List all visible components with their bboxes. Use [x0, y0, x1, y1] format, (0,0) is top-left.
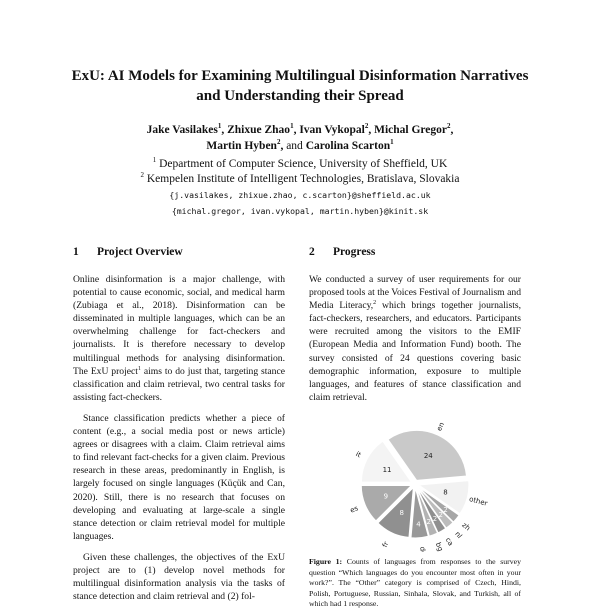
pie-label-ca: ca — [443, 536, 455, 548]
pie-value-it: 11 — [382, 465, 392, 474]
section-2-paragraph-1 — [309, 273, 521, 404]
author-name: Michal Gregor — [374, 124, 448, 136]
pie-value-fr: 8 — [399, 509, 404, 518]
section-1-heading — [73, 246, 285, 258]
affiliation-2-text: Kempelen Institute of Intelligent Technologies, Bratislava, Slovakia — [146, 173, 460, 185]
affiliations — [60, 157, 540, 187]
footnote-mark: 2 — [373, 300, 377, 306]
title-line-1: ExU: AI Models for Examining Multilingual Disinformation Narratives — [71, 68, 529, 84]
pie-value-other: 8 — [443, 488, 448, 497]
paper-title — [40, 66, 560, 106]
paragraph-text: aims to do just that, targeting stance classification and claim retrieval, two central tasks for assisting fact-checkers. — [73, 365, 285, 403]
section-number: 1 — [73, 246, 79, 258]
pie-label-it: it — [354, 450, 363, 460]
paragraph-text: We conducted a survey of user requirements for our proposed tools at the Voices Festival of Journalism and Media Literacy, — [309, 274, 521, 312]
pie-label-zh: zh — [460, 521, 472, 533]
author-affiliation-mark: 1 — [290, 122, 294, 131]
pie-label-fr: fr — [380, 540, 391, 549]
author-line-2: Martin Hyben$^2$, and Carolina Scarton$^1$ — [206, 138, 394, 152]
figure-label: Figure 1: — [309, 557, 343, 566]
pie-label-bg: bg — [433, 541, 445, 552]
author-affiliation-mark: 2 — [364, 122, 369, 131]
figure-1 — [309, 418, 521, 552]
language-pie-chart — [309, 418, 521, 552]
author-list — [60, 122, 540, 154]
author-affiliation-mark: 2 — [447, 122, 451, 131]
right-column — [309, 246, 521, 404]
pie-value-ca: 2 — [432, 515, 438, 524]
pie-value-bg: 2 — [426, 518, 431, 527]
pie-label-es: es — [348, 504, 360, 515]
paragraph-text: which brings together journalists, fact-checkers, researchers, and educators. Participants were recruited among the visitors to the EMIF (European Media and Information Fund) booth. The survey consisted of 24 questions covering basic demographic information, exposure to multiple languages, and features of stance classification and claim retrieval. — [309, 300, 522, 403]
section-title: Project Overview — [97, 246, 183, 258]
author-name: Jake Vasilakes — [146, 124, 218, 136]
section-2-heading — [309, 246, 521, 258]
pie-label-nl: nl — [453, 529, 464, 541]
author-name: Zhixue Zhao — [227, 124, 291, 136]
and-word: and — [286, 140, 303, 152]
email-line-2: {michal.gregor, ivan.vykopal, martin.hyben}@kinit.sk — [171, 206, 429, 216]
section-1-paragraph-2: Stance classification predicts whether a piece of content (e.g., a social media post or news article) agrees or disagrees with a claim. Claim retrieval aims to find relevant fact-checks for a given claim. Previous research in these areas, predominantly in English, is largely focused on single languages (Küçük and Can, 2020). Still, there is no research that focuses on developing and evaluating at large-scale a single stance detection or claim retrieval model for multiple languages. — [73, 412, 285, 542]
affiliation-2: $^2$ Kempelen Institute of Intelligent Technologies, Bratislava, Slovakia — [140, 171, 460, 185]
author-affiliation-mark: 2 — [276, 138, 281, 147]
title-line-2: and Understanding their Spread — [196, 88, 404, 104]
pie-value-de: 4 — [416, 520, 421, 529]
pie-label-de: de — [418, 546, 428, 552]
paragraph-text: Online disinformation is a major challenge, with potential to cause economic, social, and medical harm (Zubiaga et al., 2018). Disinformation can be disseminated in multiple languages, which can be an overwhelming challenge for fact-checkers and journalists. It is therefore necessary to develop multilingual methods for analysing disinformation. The ExU project — [73, 274, 285, 377]
caption-text: Counts of languages from responses to the survey question “Which languages do you encounter most often in your work?”. The “Other” category is comprised of Czech, Hindi, Polish, Portuguese, Russian, Sinhala, Slovak, and Turkish, all of which had 1 response. — [309, 557, 521, 608]
affiliation-1-text: Department of Computer Science, University of Sheffield, UK — [159, 158, 448, 170]
author-name: Ivan Vykopal — [299, 124, 365, 136]
pie-value-nl: 2 — [438, 511, 443, 520]
email-line-1: {j.vasilakes, zhixue.zhao, c.scarton}@sheffield.ac.uk — [169, 190, 431, 200]
section-number: 2 — [309, 246, 315, 258]
pie-value-zh: 2 — [443, 506, 448, 515]
author-name: Carolina Scarton — [305, 140, 391, 152]
footnote-mark: 1 — [137, 365, 141, 372]
figure-1-caption — [309, 557, 521, 610]
author-affiliation-mark: 1 — [217, 122, 222, 131]
affiliation-1: $^1$ Department of Computer Science, University of Sheffield, UK — [152, 156, 448, 170]
pie-value-en: 24 — [423, 451, 433, 460]
emails — [60, 187, 540, 219]
author-affiliation-mark: 1 — [390, 138, 394, 147]
pie-value-es: 9 — [383, 492, 389, 501]
pie-label-other: other — [468, 495, 489, 508]
author-name: Martin Hyben — [206, 140, 277, 152]
section-1-paragraph-1 — [73, 273, 285, 404]
pie-label-en: en — [435, 421, 447, 433]
author-line-1: Jake Vasilakes$^1$, Zhixue Zhao$^1$, Ivan Vykopal$^2$, Michal Gregor$^2$, — [146, 122, 454, 136]
section-1-paragraph-3: Given these challenges, the objectives of the ExU project are to (1) develop novel methods for multilingual disinformation analysis via the tasks of stance detection and claim retrieval and (2) fol- — [73, 551, 285, 603]
section-title: Progress — [333, 246, 376, 258]
left-column — [73, 246, 285, 603]
